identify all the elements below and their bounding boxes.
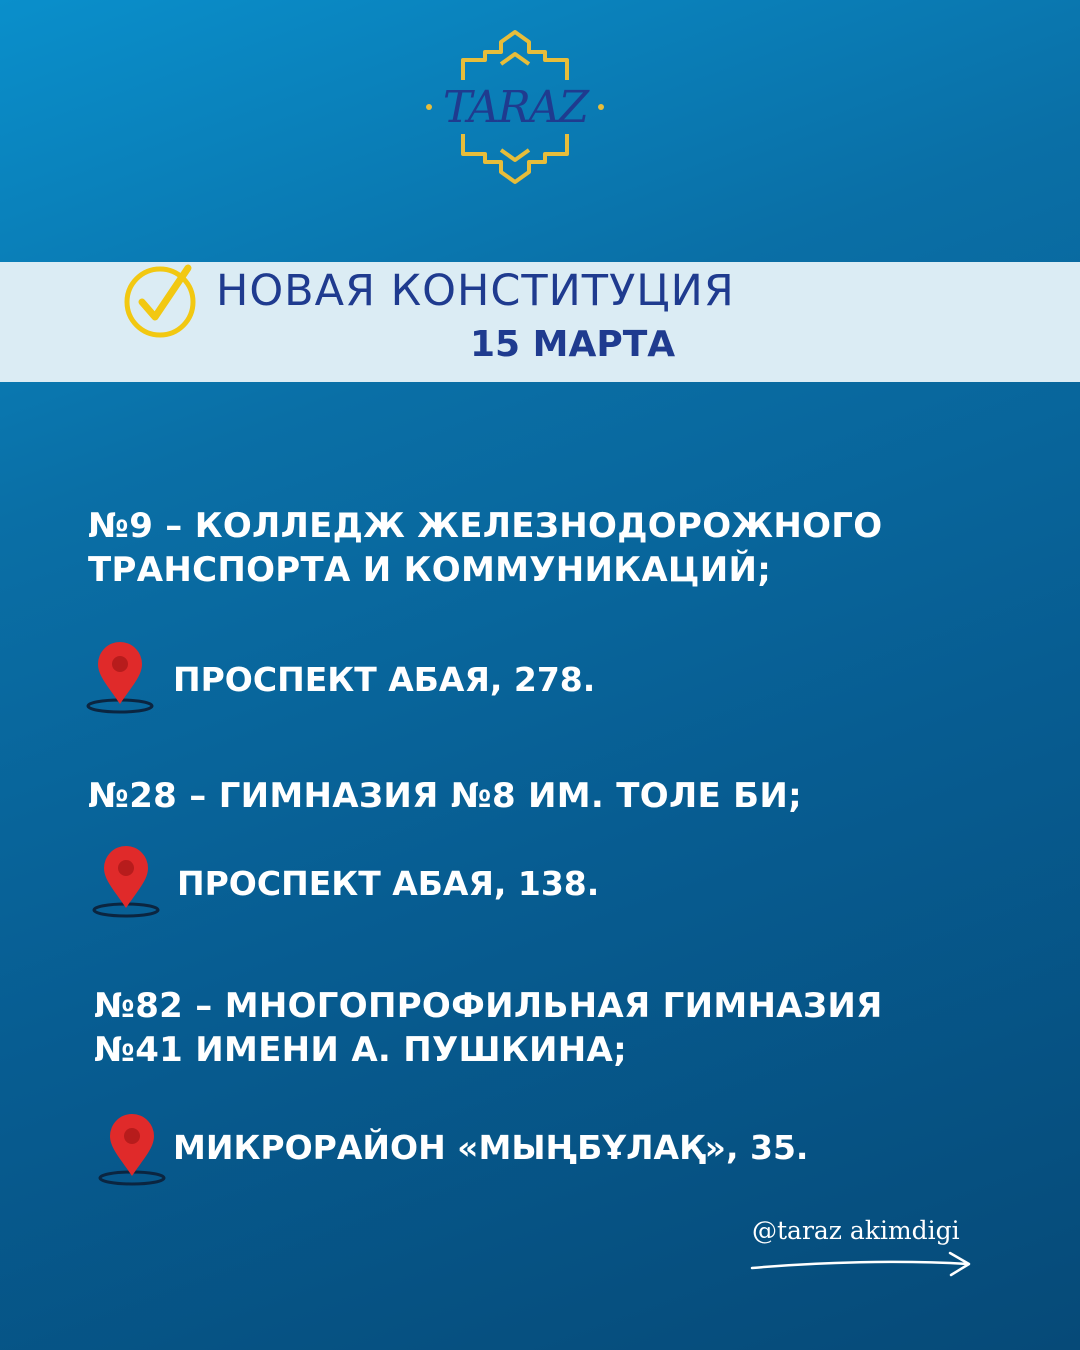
arrow-right-icon <box>750 1250 975 1278</box>
banner-title: НОВАЯ КОНСТИТУЦИЯ <box>216 266 735 316</box>
social-handle: @taraz akimdigi <box>752 1216 960 1245</box>
map-pin-icon <box>84 638 156 718</box>
station-title-line: №9 – КОЛЛЕДЖ ЖЕЛЕЗНОДОРОЖНОГО <box>88 506 883 546</box>
station-title-line: №41 ИМЕНИ А. ПУШКИНА; <box>94 1030 627 1070</box>
banner-date: 15 МАРТА <box>470 324 676 365</box>
station-address: ПРОСПЕКТ АБАЯ, 278. <box>173 660 596 699</box>
station-title-line: №28 – ГИМНАЗИЯ №8 ИМ. ТОЛЕ БИ; <box>88 776 803 816</box>
station-title <box>88 774 802 818</box>
station-title <box>88 504 882 592</box>
map-pin-icon <box>96 1110 168 1190</box>
taraz-logo <box>415 28 615 188</box>
station-title-line: ТРАНСПОРТА И КОММУНИКАЦИЙ; <box>88 550 772 590</box>
station-title <box>94 984 883 1072</box>
station-address: МИКРОРАЙОН «МЫҢБҰЛАҚ», 35. <box>173 1128 809 1167</box>
station-address: ПРОСПЕКТ АБАЯ, 138. <box>177 864 600 903</box>
logo-text: TARAZ <box>442 82 588 133</box>
check-circle-icon <box>122 262 202 342</box>
station-title-line: №82 – МНОГОПРОФИЛЬНАЯ ГИМНАЗИЯ <box>94 986 883 1026</box>
map-pin-icon <box>90 842 162 922</box>
